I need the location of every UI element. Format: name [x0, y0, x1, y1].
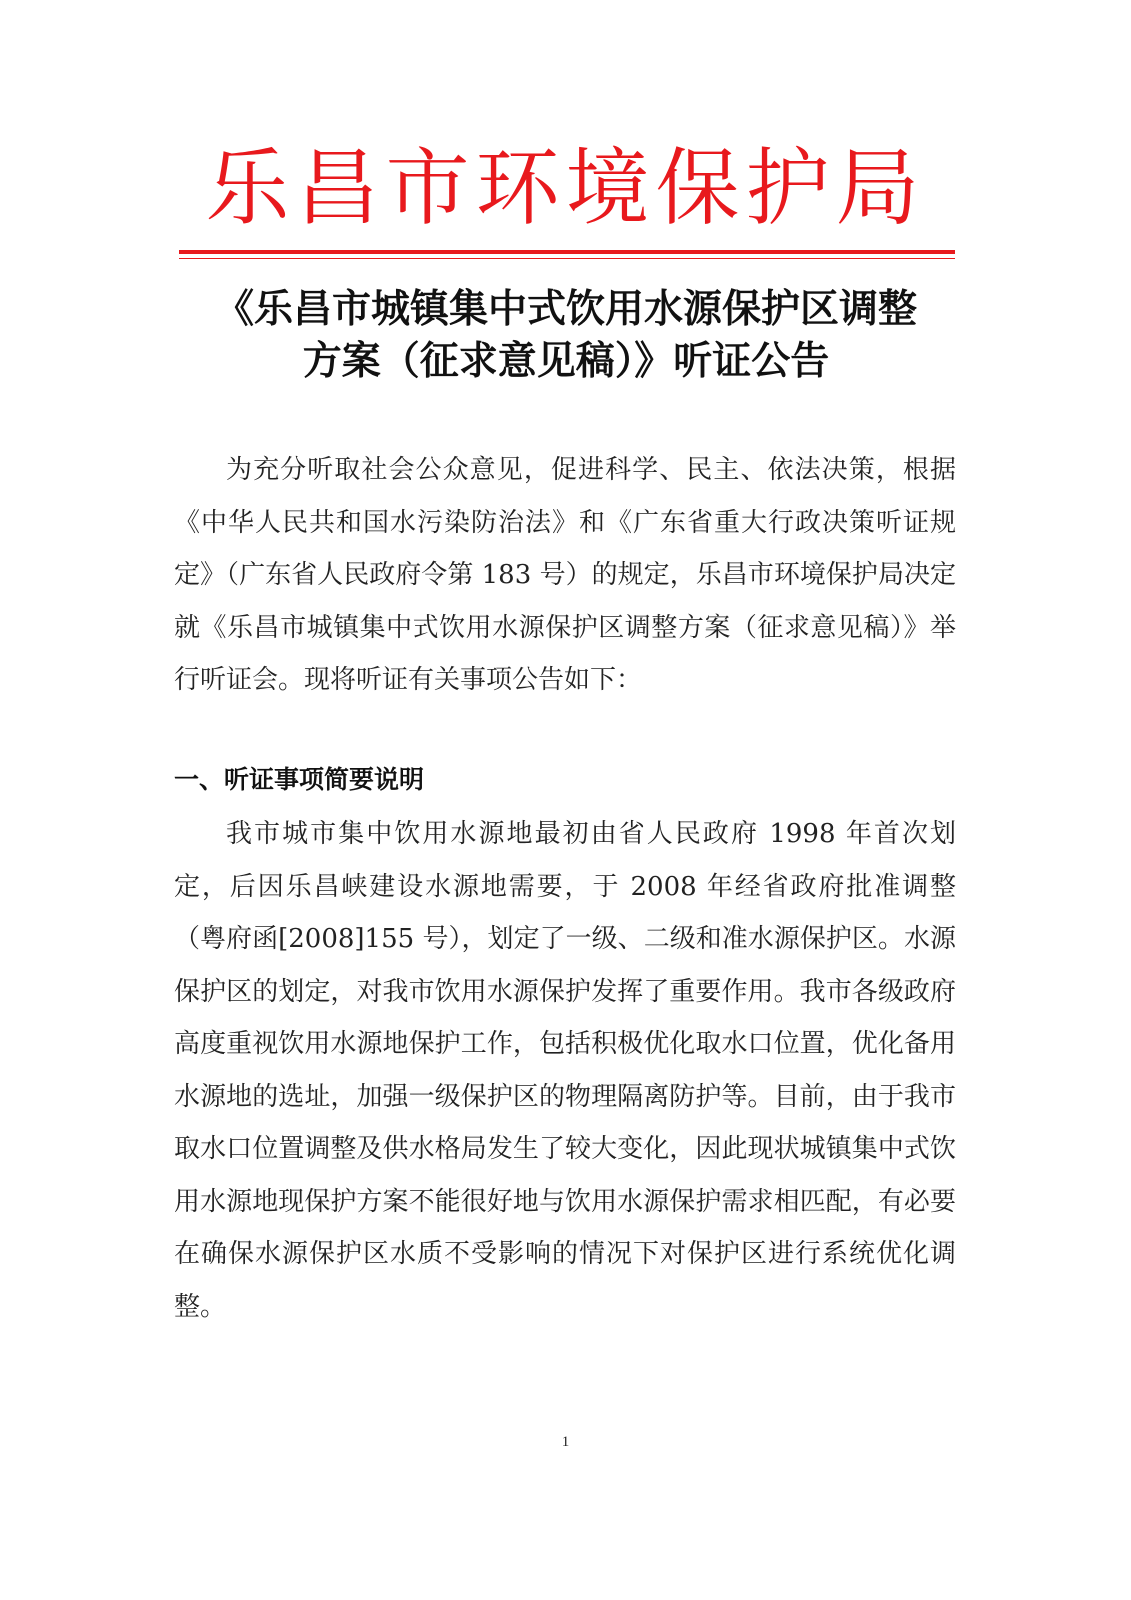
intro-paragraph: 为充分听取社会公众意见，促进科学、民主、依法决策，根据《中华人民共和国水污染防治法》和《广东省重大行政决策听证规定》（广东省人民政府令第 183 号）的规定，乐昌市环境保护局决定就《乐昌市城镇集中式饮用水源保护区调整方案（征求意见稿）》举行听证会。现将听证有关事项公告如下： [174, 455, 956, 695]
letterhead-org-name: 乐昌市环境保护局 [205, 139, 926, 237]
page-number: 1 [561, 1434, 570, 1450]
document-title [160, 284, 972, 388]
letterhead-red-rule-thick [179, 250, 955, 254]
section-heading-1: 一、听证事项简要说明 [174, 765, 425, 794]
document-title-line-1: 《乐昌市城镇集中式饮用水源保护区调整 [214, 287, 917, 332]
document-title-line-2: 方案（征求意见稿）》听证公告 [302, 339, 830, 384]
section-1-paragraph: 我市城市集中饮用水源地最初由省人民政府 1998 年首次划定，后因乐昌峡建设水源地需要，于 2008 年经省政府批准调整（粤府函[2008]155 号），划定了一级、二级和准水源保护区。水源保护区的划定，对我市饮用水源保护发挥了重要作用。我市各级政府高度重视饮用水源地保护工作，包括积极优化取水口位置，优化备用水源地的选址，加强一级保护区的物理隔离防护等。目前，由于我市取水口位置调整及供水格局发生了较大变化，因此现状城镇集中式饮用水源地现保护方案不能很好地与饮用水源保护需求相匹配，有必要在确保水源保护区水质不受影响的情况下对保护区进行系统优化调整。 [174, 819, 956, 1322]
letterhead-red-rule-thin [179, 258, 955, 259]
